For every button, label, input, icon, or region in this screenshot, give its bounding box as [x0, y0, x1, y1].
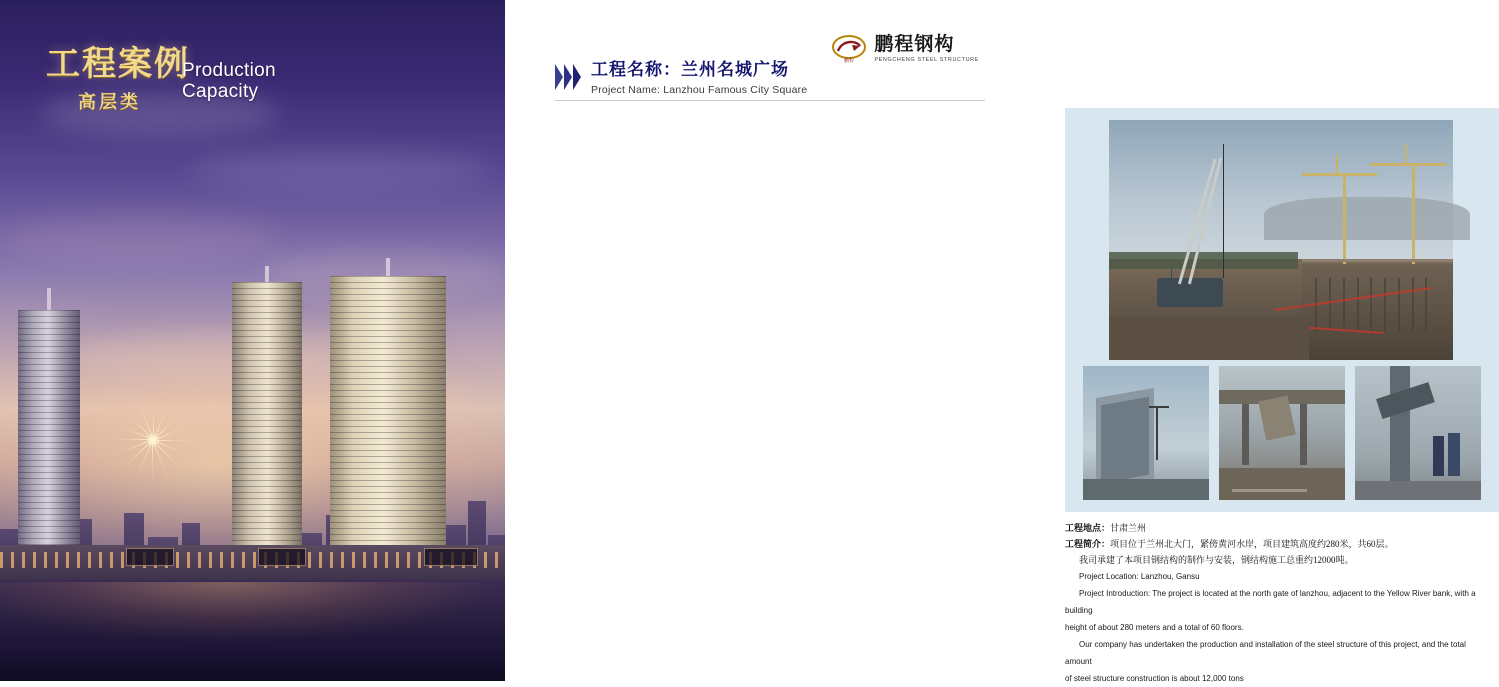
thumbnail-3: [1355, 366, 1481, 500]
storefront-sign: [126, 548, 174, 566]
cover-title-en-line1: Production: [182, 60, 276, 81]
chevron-right-icon: [555, 64, 581, 90]
tower-left: [18, 310, 80, 580]
project-description: [1065, 520, 1485, 687]
page-gutter: [505, 0, 519, 681]
heading-divider: [555, 100, 985, 101]
location-line-en: Project Location: Lanzhou, Gansu: [1079, 572, 1200, 581]
intro-label: 工程简介：: [1065, 539, 1111, 549]
intro-line-2: 我司承建了本项目钢结构的制作与安装，钢结构施工总重约12000吨。: [1079, 555, 1354, 565]
intro-line-en-4: of steel structure construction is about 12,000 tons: [1065, 674, 1244, 683]
logo-mark-icon: [832, 34, 866, 64]
logo-text-en: PENGCHENG STEEL STRUCTURE: [874, 57, 979, 63]
location-line: [1065, 520, 1485, 536]
project-name-en: Project Name: Lanzhou Famous City Square: [591, 84, 808, 96]
cloud: [190, 150, 490, 190]
tower-middle: [232, 282, 302, 582]
cover-title-cn: 工程案例: [46, 46, 190, 83]
project-name-cn: 工程名称：兰州名城广场: [591, 60, 789, 79]
cover-title-block: [46, 46, 276, 114]
intro-value: 项目位于兰州北大门，紧傍黄河水岸，项目建筑高度约280米，共60层。: [1110, 539, 1394, 549]
thumbnail-2: [1219, 366, 1345, 500]
thumbnail-1: [1083, 366, 1209, 500]
project-heading: [555, 60, 807, 96]
firework-burst: [108, 395, 198, 485]
intro-line-en-2: height of about 280 meters and a total of 60 floors.: [1065, 623, 1244, 632]
cover-title-en-line2: Capacity: [182, 81, 259, 102]
cover-title-en: [182, 60, 276, 102]
thumbnail-row: [1083, 366, 1481, 500]
intro-line: [1065, 536, 1485, 552]
storefront-sign: [258, 548, 306, 566]
storefront-sign: [424, 548, 478, 566]
logo-text-cn: 鹏程钢构: [874, 34, 955, 55]
left-cover-image: [0, 0, 505, 681]
svg-text:鹏程: 鹏程: [844, 59, 855, 64]
tower-right: [330, 276, 446, 582]
intro-line-en-1: Project Introduction: The project is located at the north gate of lanzhou, adjacent to the Yellow River bank, with a building: [1065, 589, 1476, 615]
water-reflection: [0, 582, 505, 642]
main-photo: [1109, 120, 1453, 360]
company-logo: [832, 34, 979, 64]
location-label: 工程地点：: [1065, 523, 1111, 533]
intro-line-en-3: Our company has undertaken the production and installation of the steel structure of this project, and the total amount: [1065, 640, 1466, 666]
photo-panel: [1065, 108, 1499, 512]
right-content-panel: [519, 0, 1476, 683]
location-value: 甘肃兰州: [1110, 523, 1147, 533]
cover-subtitle-cn: 高层类: [78, 92, 141, 112]
cloud: [0, 215, 280, 263]
